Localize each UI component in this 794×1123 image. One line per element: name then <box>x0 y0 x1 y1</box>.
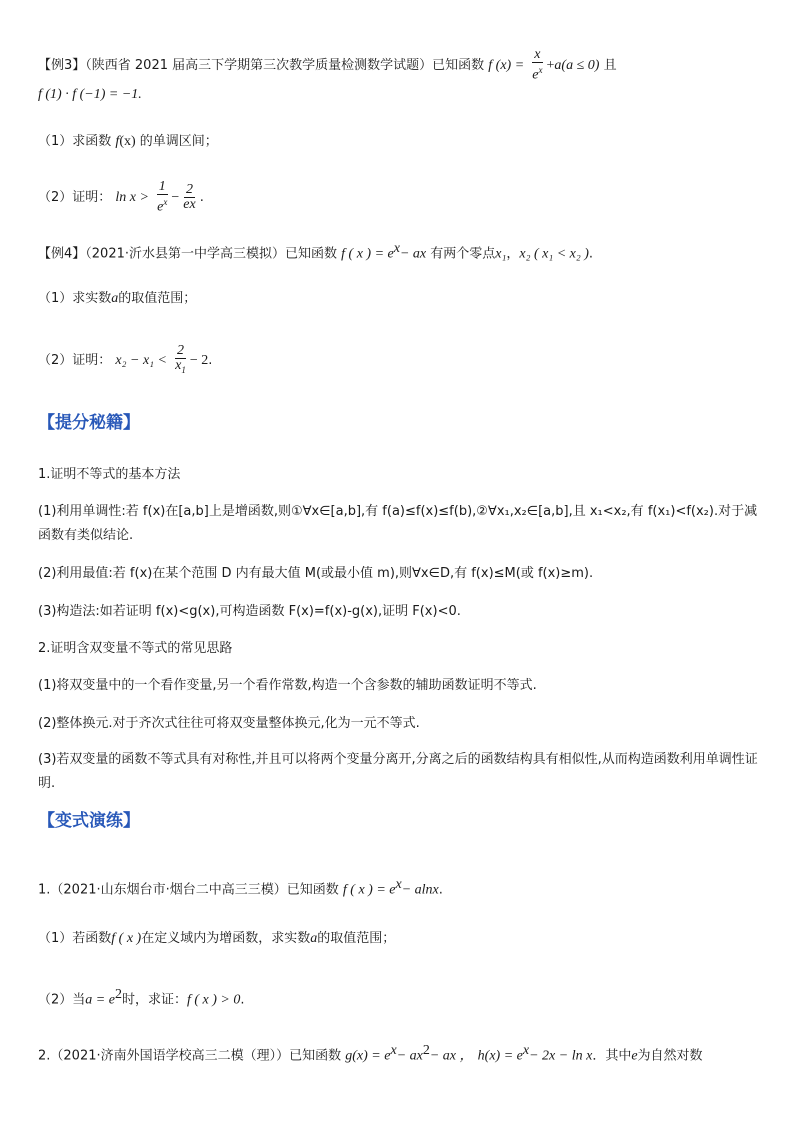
ex4-source: （2021·沂水县第一中学高三模拟）已知函数 <box>85 246 337 262</box>
ex3-q2: （2）证明： ln x > $\frac{1}{e^x}$ − $\frac{2}{ex}$ . <box>38 179 204 215</box>
ex4-line1: 【例4】（2021·沂水县第一中学高三模拟）已知函数 f ( x ) = $e^x-$ ax 有两个零点x₁，x₂ ( x₁ < x₂ ). <box>38 241 594 262</box>
tips-p6: (3)若双变量的函数不等式具有对称性,并且可以将两个变量分离开,分离之后的函数结构具有相似性,从而构造函数利用单调性证明. <box>38 752 758 791</box>
practice-e1: 1.（2021·山东烟台市·烟台二中高三三模）已知函数 f ( x ) = $e^x- alnx$. <box>38 877 443 898</box>
practice-e1q1: （1）若函数f ( x )在定义域内为增函数，求实数a的取值范围； <box>38 931 396 946</box>
ex3-fraction: $\frac{x}{e^x}$ <box>532 47 543 83</box>
tips-p2: (2)利用最值:若 f(x)在某个范围 D 内有最大值 M(或最小值 m),则∀x∈D,有 f(x)≤M(或 f(x)≥m). <box>38 566 594 581</box>
ex3-q1: （1）求函数 f(x) 的单调区间； <box>38 134 218 149</box>
tips-p3: (3)构造法:如若证明 f(x)<g(x),可构造函数 F(x)=f(x)-g(x),证明 F(x)<0. <box>38 604 461 619</box>
ex4-q2: （2）证明： x₂ − x₁ < $\frac{2}{x_1}$ − 2. <box>38 343 213 375</box>
tips-s1: 1.证明不等式的基本方法 <box>38 467 181 482</box>
ex4-q1: （1）求实数a的取值范围； <box>38 291 197 306</box>
ex3-line1 <box>38 48 617 83</box>
ex3-source: （陕西省 2021 届高三下学期第三次教学质量检测数学试题）已知函数 <box>85 57 485 73</box>
ex3-tag: 【例3】 <box>38 57 86 73</box>
ex3-tail: 且 <box>603 57 617 73</box>
ex3-cond: a(a ≤ 0) <box>554 57 600 73</box>
ex3-fx: f (x) = <box>488 57 525 73</box>
tips-title: 【提分秘籍】 <box>38 413 140 433</box>
ex3-eq: f (1) · f (−1) = −1. <box>38 87 142 102</box>
practice-e2: 2.（2021·济南外国语学校高三二模（理））已知函数 $g(x) = e^x- ax^2-$ ax ， $h(x) = e^x- 2x - \ln x$．其中e为自然对数 <box>38 1043 703 1064</box>
ex4-tag: 【例4】 <box>38 246 86 262</box>
practice-e1q2: （2）当$a = e^2$时，求证：f ( x ) > 0. <box>38 987 245 1008</box>
tips-p4: (1)将双变量中的一个看作变量,另一个看作常数,构造一个含参数的辅助函数证明不等式. <box>38 678 537 693</box>
practice-title: 【变式演练】 <box>38 811 140 831</box>
tips-p1: (1)利用单调性:若 f(x)在[a,b]上是增函数,则①∀x∈[a,b],有 f(a)≤f(x)≤f(b),②∀x₁,x₂∈[a,b],且 x₁<x₂,有 f(x₁)<f(x₂).对于减函数有类似结论. <box>38 504 758 543</box>
tips-p5: (2)整体换元.对于齐次式往往可将双变量整体换元,化为一元不等式. <box>38 716 420 731</box>
tips-s2: 2.证明含双变量不等式的常见思路 <box>38 641 233 656</box>
ex3-plus: + <box>546 57 555 73</box>
